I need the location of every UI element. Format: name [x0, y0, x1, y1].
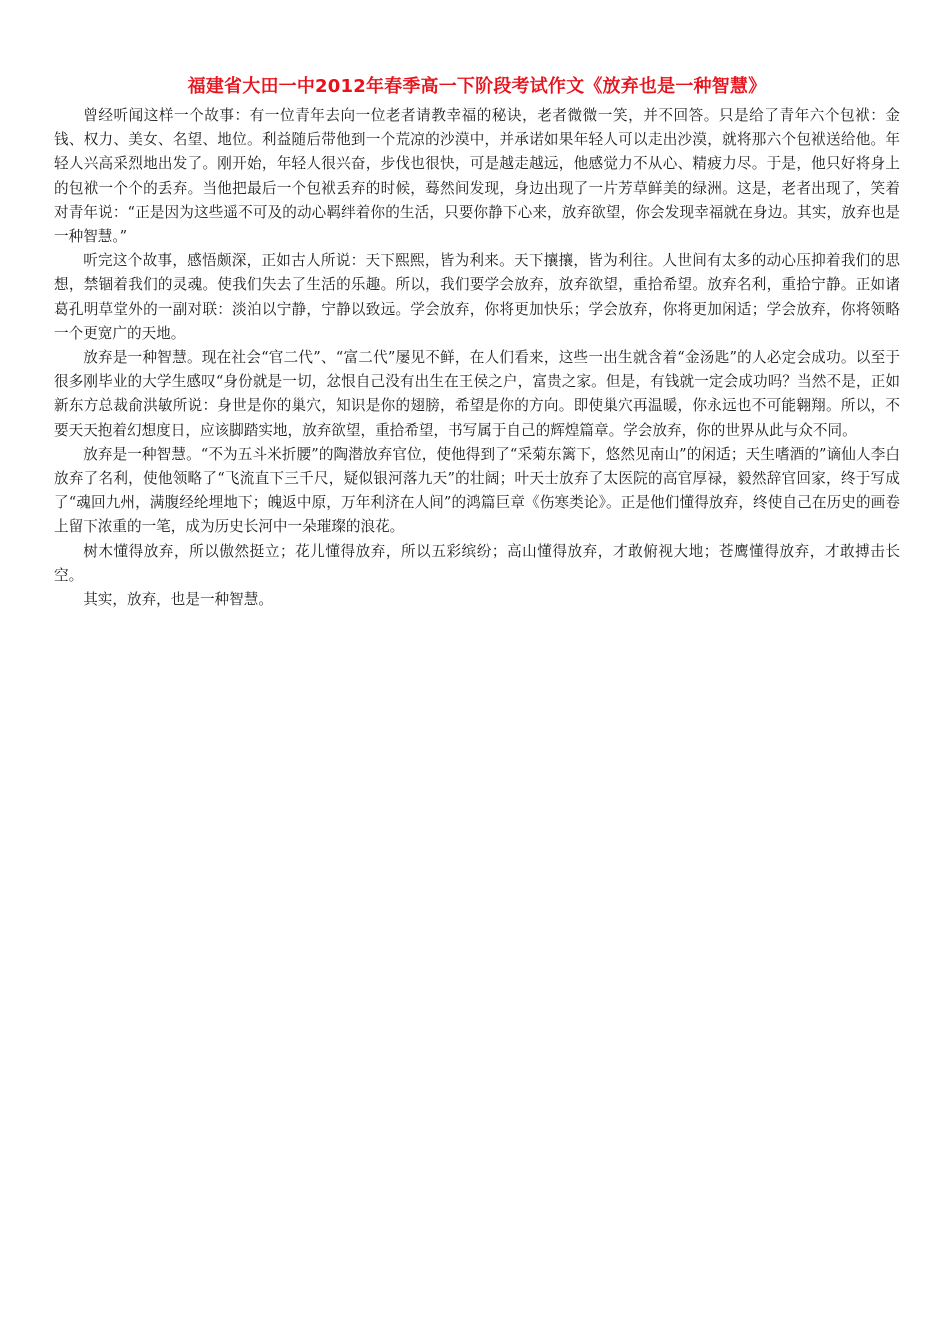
essay-title: 福建省大田一中2012年春季高一下阶段考试作文《放弃也是一种智慧》 — [187, 76, 767, 97]
paragraph-3: 放弃是一种智慧。现在社会“官二代”、“富二代”屡见不鲜，在人们看来，这些一出生就含着“金汤匙”的人必定会成功。以至于很多刚毕业的大学生感叹“身份就是一切，忿恨自己没有出生在王侯之户，富贵之家。但是，有钱就一定会成功吗？当然不是，正如新东方总裁俞洪敏所说：身世是你的巢穴，知识是你的翅膀，希望是你的方向。即使巢穴再温暖，你永远也不可能翱翔。所以，不要天天抱着幻想度日，应该脚踏实地，放弃欲望，重拾希望，书写属于自己的辉煌篇章。学会放弃，你的世界从此与众不同。 — [54, 349, 900, 439]
paragraph-2: 听完这个故事，感悟颇深，正如古人所说：天下熙熙，皆为利来。天下攘攘，皆为利往。人世间有太多的动心压抑着我们的思想，禁锢着我们的灵魂。使我们失去了生活的乐趣。所以，我们要学会放弃，放弃欲望，重拾希望。放弃名利，重拾宁静。正如诸葛孔明草堂外的一副对联：淡泊以宁静，宁静以致远。学会放弃，你将更加快乐；学会放弃，你将更加闲适；学会放弃，你将领略一个更宽广的天地。 — [54, 252, 900, 342]
paragraph-5: 树木懂得放弃，所以傲然挺立；花儿懂得放弃，所以五彩缤纷；高山懂得放弃，才敢俯视大地；苍鹰懂得放弃，才敢搏击长空。 — [54, 542, 900, 584]
paragraph-1: 曾经听闻这样一个故事：有一位青年去向一位老者请教幸福的秘诀，老者微微一笑，并不回答。只是给了青年六个包袱：金钱、权力、美女、名望、地位。利益随后带他到一个荒凉的沙漠中，并承诺如果年轻人可以走出沙漠，就将那六个包袱送给他。年轻人兴高采烈地出发了。刚开始，年轻人很兴奋，步伐也很快，可是越走越远，他感觉力不从心、精疲力尽。于是，他只好将身上的包袱一个个的丢弃。当他把最后一个包袱丢弃的时候，蓦然间发现，身边出现了一片芳草鲜美的绿洲。这是，老者出现了，笑着对青年说：“正是因为这些遥不可及的动心羁绊着你的生活，只要你静下心来，放弃欲望，你会发现幸福就在身边。其实，放弃也是一种智慧。” — [54, 107, 900, 246]
paragraph-6: 其实，放弃，也是一种智慧。 — [83, 591, 273, 609]
paragraph-4: 放弃是一种智慧。“不为五斗米折腰”的陶潜放弃官位，使他得到了“采菊东篱下，悠然见南山”的闲适；天生嗜酒的”谪仙人李白放弃了名利，使他领略了“飞流直下三千尺，疑似银河落九天”的壮阔；叶天士放弃了太医院的高官厚禄，毅然辞官回家，终于写成了“魂回九州，满腹经纶埋地下；魄返中原，万年利济在人间”的鸿篇巨章《伤寒类论》。正是他们懂得放弃，终使自己在历史的画卷上留下浓重的一笔，成为历史长河中一朵璀璨的浪花。 — [54, 445, 900, 536]
essay-body — [54, 104, 900, 612]
